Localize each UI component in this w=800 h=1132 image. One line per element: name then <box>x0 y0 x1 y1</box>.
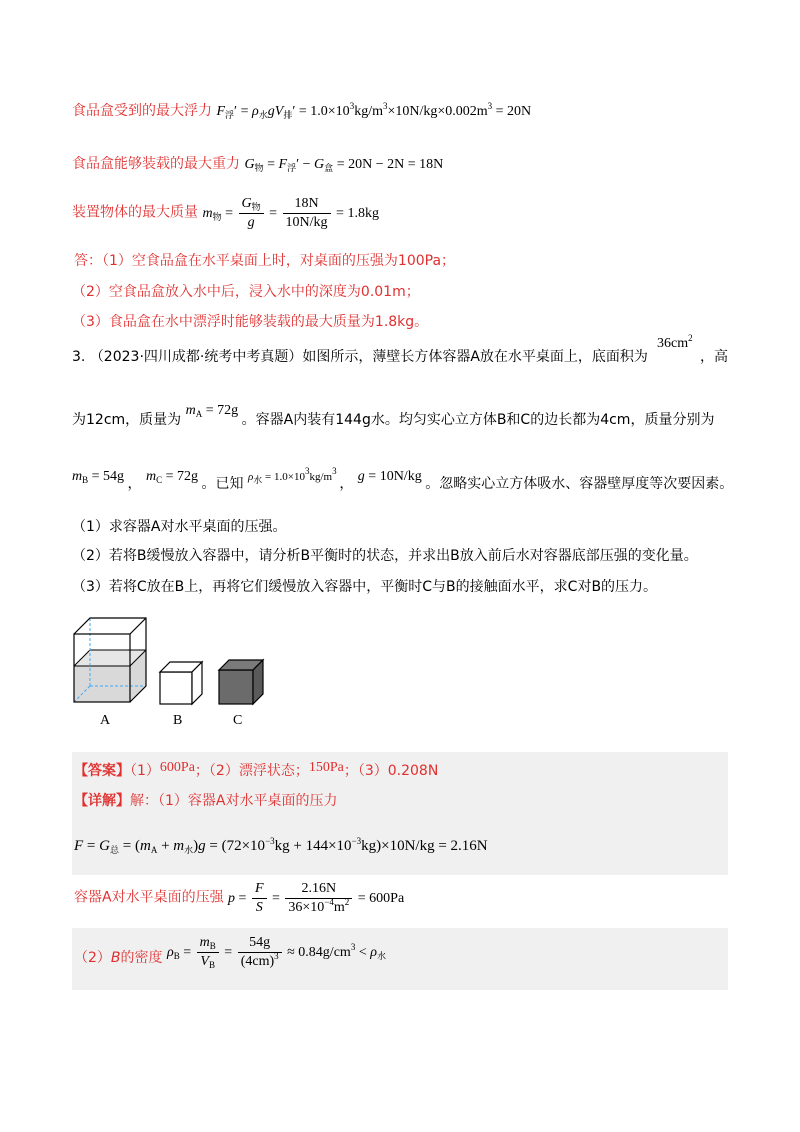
force-formula: $F = G_总 = (m_A + m_水)g = (72\times 10^{-3}kg + 144\times 10^{-3}kg)\times 10N/kg = 2.16N$ <box>74 836 488 855</box>
sub-question-2: （2）若将B缓慢放入容器中，请分析B平衡时的状态，并求出B放入前后水对容器底部压强的变化量。 <box>72 548 698 564</box>
pressure-line <box>74 880 404 917</box>
container-a <box>74 618 146 702</box>
water-density-formula: ρ水 = 1.0×103kg/m3 <box>248 466 337 485</box>
answer-line-2: （2）空食品盒放入水中后，浸入水中的深度为0.01m； <box>72 284 420 300</box>
answer-line-1: 答：（1）空食品盒在水平桌面上时，对桌面的压强为100Pa； <box>74 253 456 269</box>
question-line-1 <box>72 346 648 366</box>
mass-c-formula: $m_C = 72g$ <box>146 469 202 485</box>
label-b: B <box>173 713 183 728</box>
detail-line <box>74 790 337 810</box>
question-number: 3. <box>72 349 86 365</box>
label-a: A <box>100 713 111 728</box>
sub-question-3: （3）若将C放在B上，再将它们缓慢放入容器中，平衡时C与B的接触面水平，求C对B的压力。 <box>72 579 658 595</box>
max-buoyancy-formula: $F_浮' = \rho_水gV_排' = 1.0\times 10^3kg/m^3\times 10N/kg\times 0.002m^3 = 20N$ <box>216 101 532 120</box>
answer-value-2: 150Pa <box>308 760 344 775</box>
max-load-weight-label: 食品盒能够装载的最大重力 <box>72 156 240 172</box>
answer-tag: 【答案】 <box>74 763 130 779</box>
max-load-weight-formula: $G_物 = F_浮' - G_盒 = 20N - 2N = 18N$ <box>244 157 444 173</box>
detail-tag: 【详解】 <box>74 793 130 809</box>
pressure-label: 容器A对水平桌面的压强 <box>74 889 224 906</box>
density-label: （2）B的密度 <box>74 949 163 966</box>
sub-question-1: （1）求容器A对水平桌面的压强。 <box>72 519 287 535</box>
answer-line: 【答案】（1）600Pa；（2）漂浮状态；150Pa；（3）0.208N <box>74 760 439 779</box>
max-mass-label: 装置物体的最大质量 <box>72 204 198 221</box>
question-source: （2023·四川成都·统考中考真题）如图所示，薄壁长方体容器A放在水平桌面上，底面积为 <box>89 349 648 365</box>
question-area: $36cm^2$ <box>657 333 693 351</box>
answer-line-3: （3）食品盒在水中漂浮时能够装载的最大质量为1.8kg。 <box>72 314 429 330</box>
max-mass-line <box>72 195 379 232</box>
max-load-weight-line <box>72 153 443 173</box>
question-line-2: 为12cm，质量为 $m_A = 72g$ 。容器A内装有144g水。均匀实心立方体B和C的边长都为4cm，质量分别为 <box>72 403 715 428</box>
container-cubes-figure <box>70 598 290 733</box>
max-buoyancy-label: 食品盒受到的最大浮力 <box>72 103 212 119</box>
max-mass-formula: $m_物$ = $\frac{G_物}{g}$ = $\frac{18N}{10N/kg}$ = 1.8kg <box>202 196 379 230</box>
mass-a-formula: $m_A = 72g$ <box>185 403 242 419</box>
pressure-formula: p = $\frac{F}{S}$ = $\frac{2.16N}{36\times 10^{-4}m^2}$ = 600Pa <box>228 881 405 915</box>
max-buoyancy-line <box>72 100 531 120</box>
cube-c <box>219 660 263 704</box>
answer-value-1: 600Pa <box>159 760 195 775</box>
label-c: C <box>233 713 243 728</box>
density-line <box>74 934 386 971</box>
detail-text: 解：（1）容器A对水平桌面的压力 <box>130 793 338 809</box>
gravity-formula: g = 10N/kg <box>357 469 426 484</box>
mass-b-formula: $m_B = 54g$ <box>72 469 128 485</box>
question-line-3: $m_B = 54g$ ， $m_C = 72g$ 。已知 $^{\rho_水 = 1.0\times 10^3kg/m^3}$ ， g = 10N/kg 。忽略实心立方体吸水、容器壁厚度等次要因素。 <box>72 466 734 492</box>
cube-b <box>160 662 202 704</box>
density-formula: $\rho_B$ = $\frac{m_B}{V_B}$ = $\frac{54g}{(4cm)^3}$ ≈ $0.84g/cm^3 < \rho_水$ <box>166 935 386 970</box>
question-area-tail: ，高 <box>700 349 728 365</box>
